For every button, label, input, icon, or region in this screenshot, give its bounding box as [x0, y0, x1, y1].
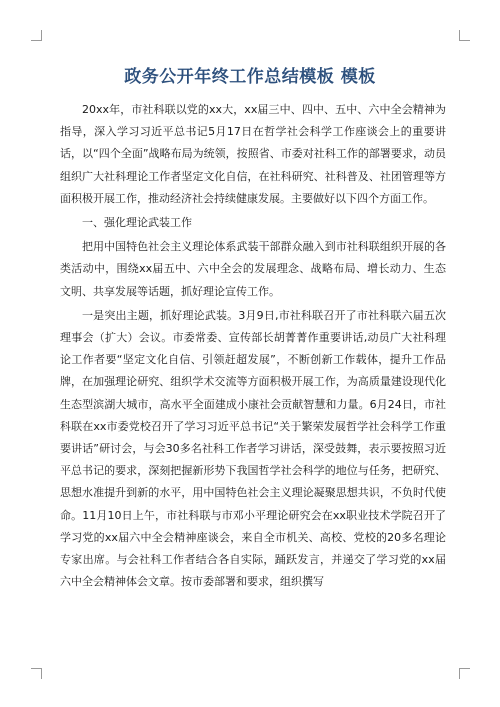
- paragraph-section-1: 把用中国特色社会主义理论体系武装干部群众融入到市社科联组织开展的各类活动中，围绕xx届五中、六中全会的发展理念、战略布局、增长动力、生态文明、共享发展等话题，抓好理论宣传工作。: [60, 240, 446, 298]
- crop-mark-bottom-left: [31, 668, 42, 679]
- document-title: 政务公开年终工作总结模板 模板: [124, 67, 376, 87]
- document-body: [60, 99, 446, 595]
- paragraph-item-1: 一是突出主题，抓好理论武装。3月9日,市社科联召开了市社科联六届五次理事会（扩大）会议。市委常委、宣传部长胡菁菁作重要讲话,动员广大社科理论工作者要“坚定文化自信、引领赶超发展”，不断创新工作载体，提升工作品牌，在加强理论研究、组织学术交流等方面积极开展工作，为高质量建设现代化生态型滨湖大城市，高水平全面建成小康社会贡献智慧和力量。6月24日，市社科联在xx市委党校召开了学习习近平总书记“关于繁荣发展哲学社会科学工作重要讲话”研讨会，与会30多名社科工作者学习讲话，深受鼓舞，表示要按照习近平总书记的要求，深刻把握新形势下我国哲学社会科学的地位与任务，把研究、思想水准提升到新的水平，用中国特色社会主义理论凝聚思想共识，不负时代使命。11月10日上午，市社科联与市邓小平理论研究会在xx职业技术学院召开了学习党的xx届六中全会精神座谈会，来自全市机关、高校、党校的20多名理论专家出席。与会社科工作者结合各自实际，踊跃发言，并递交了学习党的xx届六中全会精神体会文章。按市委部署和要求，组织撰写: [60, 308, 446, 589]
- paragraph-intro: 20xx年，市社科联以党的xx大，xx届三中、四中、五中、六中全会精神为指导，深入学习习近平总书记5月17日在哲学社会科学工作座谈会上的重要讲话，以“四个全面”战略布局为统领，按照省、市委对社科工作的部署要求，动员组织广大社科理论工作者坚定文化自信，在社科研究、社科普及、社团管理等方面积极开展工作，推动经济社会持续健康发展。主要做好以下四个方面工作。: [60, 103, 446, 205]
- crop-mark-top-left: [31, 30, 42, 41]
- section-heading-1: 一、强化理论武装工作: [82, 216, 192, 230]
- crop-mark-bottom-right: [459, 668, 470, 679]
- crop-mark-top-right: [459, 30, 470, 41]
